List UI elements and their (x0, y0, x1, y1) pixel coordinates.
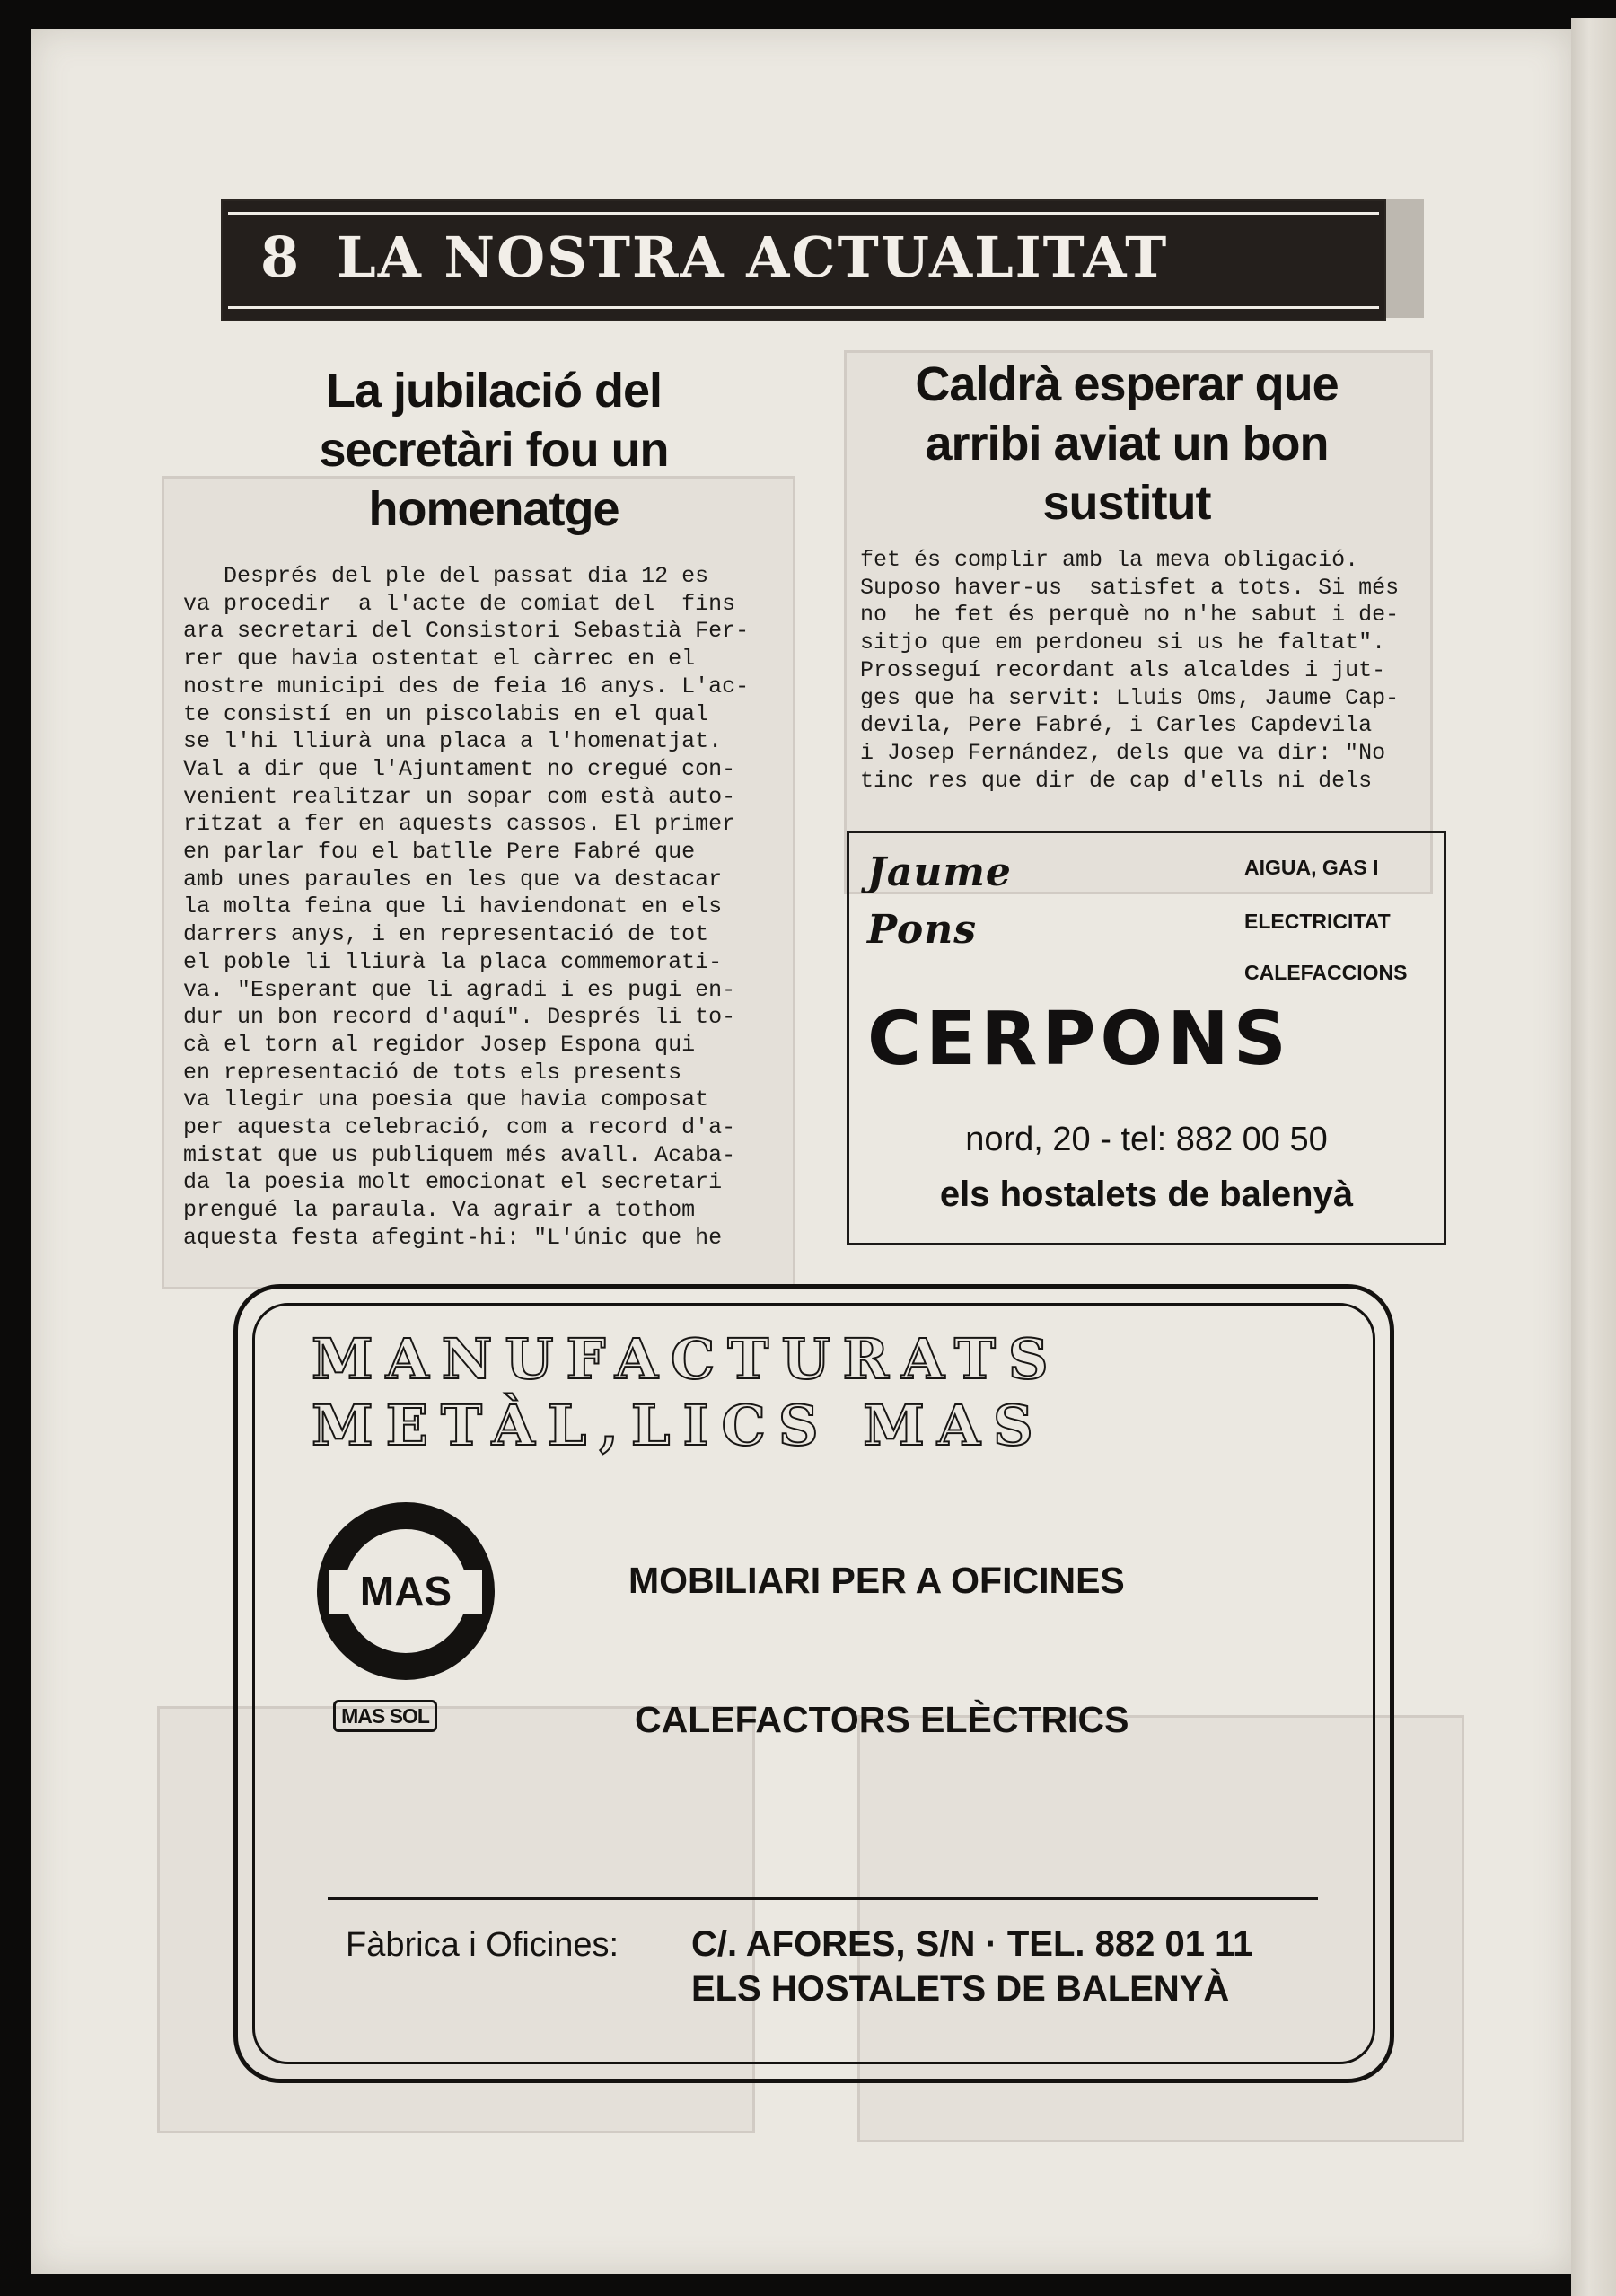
article2-headline-line: Caldrà esperar que (915, 357, 1339, 411)
article1-line: rer que havia ostentat el càrrec en el (183, 646, 696, 673)
ad-title-line1: MANUFACTURATS (312, 1326, 1061, 1392)
article2-line: devila, Pere Fabré, i Carles Capdevila (860, 712, 1373, 739)
article1-line: nostre municipi des de feia 16 anys. L'ac- (183, 673, 750, 699)
article2-line: i Josep Fernández, dels que va dir: "No (860, 739, 1386, 766)
section-title (260, 224, 1168, 290)
ad-title-line2: METÀL,LICS MAS (312, 1393, 1046, 1458)
header-top-rule (228, 212, 1379, 215)
article1-line: en representació de tots els presents (183, 1059, 682, 1086)
article1-line: ritzat a fer en aquests cassos. El primer (183, 811, 736, 838)
header-shadow (1383, 199, 1424, 318)
article1-line: se l'hi lliurà una placa a l'homenatjat. (183, 728, 723, 755)
ad-footer-town: ELS HOSTALETS DE BALENYÀ (691, 1969, 1230, 2009)
page-number: 8 (260, 224, 302, 290)
article1-headline (260, 361, 727, 539)
article1-line: mistat que us publiquem més avall. Acaba- (183, 1141, 736, 1168)
ad-service: ELECTRICITAT (1244, 910, 1391, 933)
article2-line: ges que ha servit: Lluis Oms, Jaume Cap- (860, 684, 1400, 711)
ad-divider (328, 1897, 1318, 1900)
mas-advertisement (233, 1284, 1394, 2083)
article1-line: da la poesia molt emocionat el secretari (183, 1169, 723, 1196)
ad-footer-address: C/. AFORES, S/N · TEL. 882 01 11 (691, 1924, 1253, 1964)
article2-headline (839, 355, 1414, 532)
article2-line: fet és complir amb la meva obligació. (860, 547, 1359, 573)
article2-line: Suposo haver-us satisfet a tots. Si més (860, 574, 1400, 601)
article1-line: en parlar fou el batlle Pere Fabré que (183, 839, 696, 866)
article2-line: sitjo que em perdoneu si us he faltat". (860, 629, 1386, 656)
article1-line: prengué la paraula. Va agrair a tothom (183, 1197, 696, 1224)
article2-body (860, 547, 1399, 795)
mas-logo-text: MAS (359, 1568, 452, 1614)
ad-script-last-name: Pons (867, 907, 978, 953)
article1-line: va llegir una poesia que havia composat (183, 1086, 709, 1113)
article1-line: va procedir a l'acte de comiat del fins (183, 590, 736, 617)
article1-line: va. "Esperant que li agradi i es pugi en- (183, 976, 736, 1003)
article2-line: no he fet és perquè no n'he sabut i de- (860, 602, 1400, 629)
cerpons-advertisement (847, 831, 1446, 1245)
article2-headline-line: arribi aviat un bon (925, 417, 1329, 471)
ad-address: nord, 20 - tel: 882 00 50 (965, 1121, 1328, 1158)
section-header (221, 199, 1386, 321)
mas-logo-icon (312, 1497, 500, 1685)
ad-product-2: CALEFACTORS ELÈCTRICS (635, 1699, 1129, 1740)
article1-line: cà el torn al regidor Josep Espona qui (183, 1031, 696, 1058)
ad-town: els hostalets de balenyà (939, 1174, 1354, 1214)
article1-line: Val a dir que l'Ajuntament no cregué con- (183, 755, 736, 782)
section-title-text: LA NOSTRA ACTUALITAT (337, 224, 1169, 290)
ad-footer-label: Fàbrica i Oficines: (346, 1926, 619, 1964)
article1-headline-line: secretàri fou un (319, 423, 669, 477)
article1-line: venient realitzar un sopar com està auto- (183, 783, 736, 810)
header-bottom-rule (228, 306, 1379, 309)
article1-body (183, 563, 749, 1253)
article1-line: amb unes paraules en les que va destacar (183, 866, 723, 893)
article1-line: ara secretari del Consistori Sebastià Fer- (183, 618, 750, 645)
article1-line: el poble li lliurà la placa commemorati- (183, 948, 723, 975)
article1-line: Després del ple del passat dia 12 es (183, 563, 709, 589)
article2-line: Prosseguí recordant als alcaldes i jut- (860, 656, 1386, 683)
article2-line: tinc res que dir de cap d'ells ni dels (860, 767, 1373, 794)
article1-headline-line: homenatge (368, 482, 619, 536)
ad-script-first-name: Jaume (867, 849, 1012, 895)
page-gutter (1571, 18, 1616, 2296)
ad-brand-name: CERPONS (867, 997, 1291, 1082)
ad-service: AIGUA, GAS I (1244, 856, 1379, 879)
article1-line: darrers anys, i en representació de tot (183, 921, 709, 948)
ad-product-1: MOBILIARI PER A OFICINES (628, 1560, 1125, 1601)
ad-service: CALEFACCIONS (1244, 961, 1408, 984)
article1-line: per aquesta celebració, com a record d'a- (183, 1114, 736, 1141)
article1-line: aquesta festa afegint-hi: "L'únic que he (183, 1224, 723, 1251)
article1-headline-line: La jubilació del (325, 364, 663, 418)
article1-line: dur un bon record d'aquí". Després li to- (183, 1004, 736, 1031)
article1-line: la molta feina que li haviendonat en els (183, 893, 723, 920)
article2-headline-line: sustitut (1042, 476, 1211, 530)
article1-line: te consistí en un piscolabis en el qual (183, 700, 709, 727)
mas-sol-badge: MAS SOL (333, 1700, 437, 1732)
